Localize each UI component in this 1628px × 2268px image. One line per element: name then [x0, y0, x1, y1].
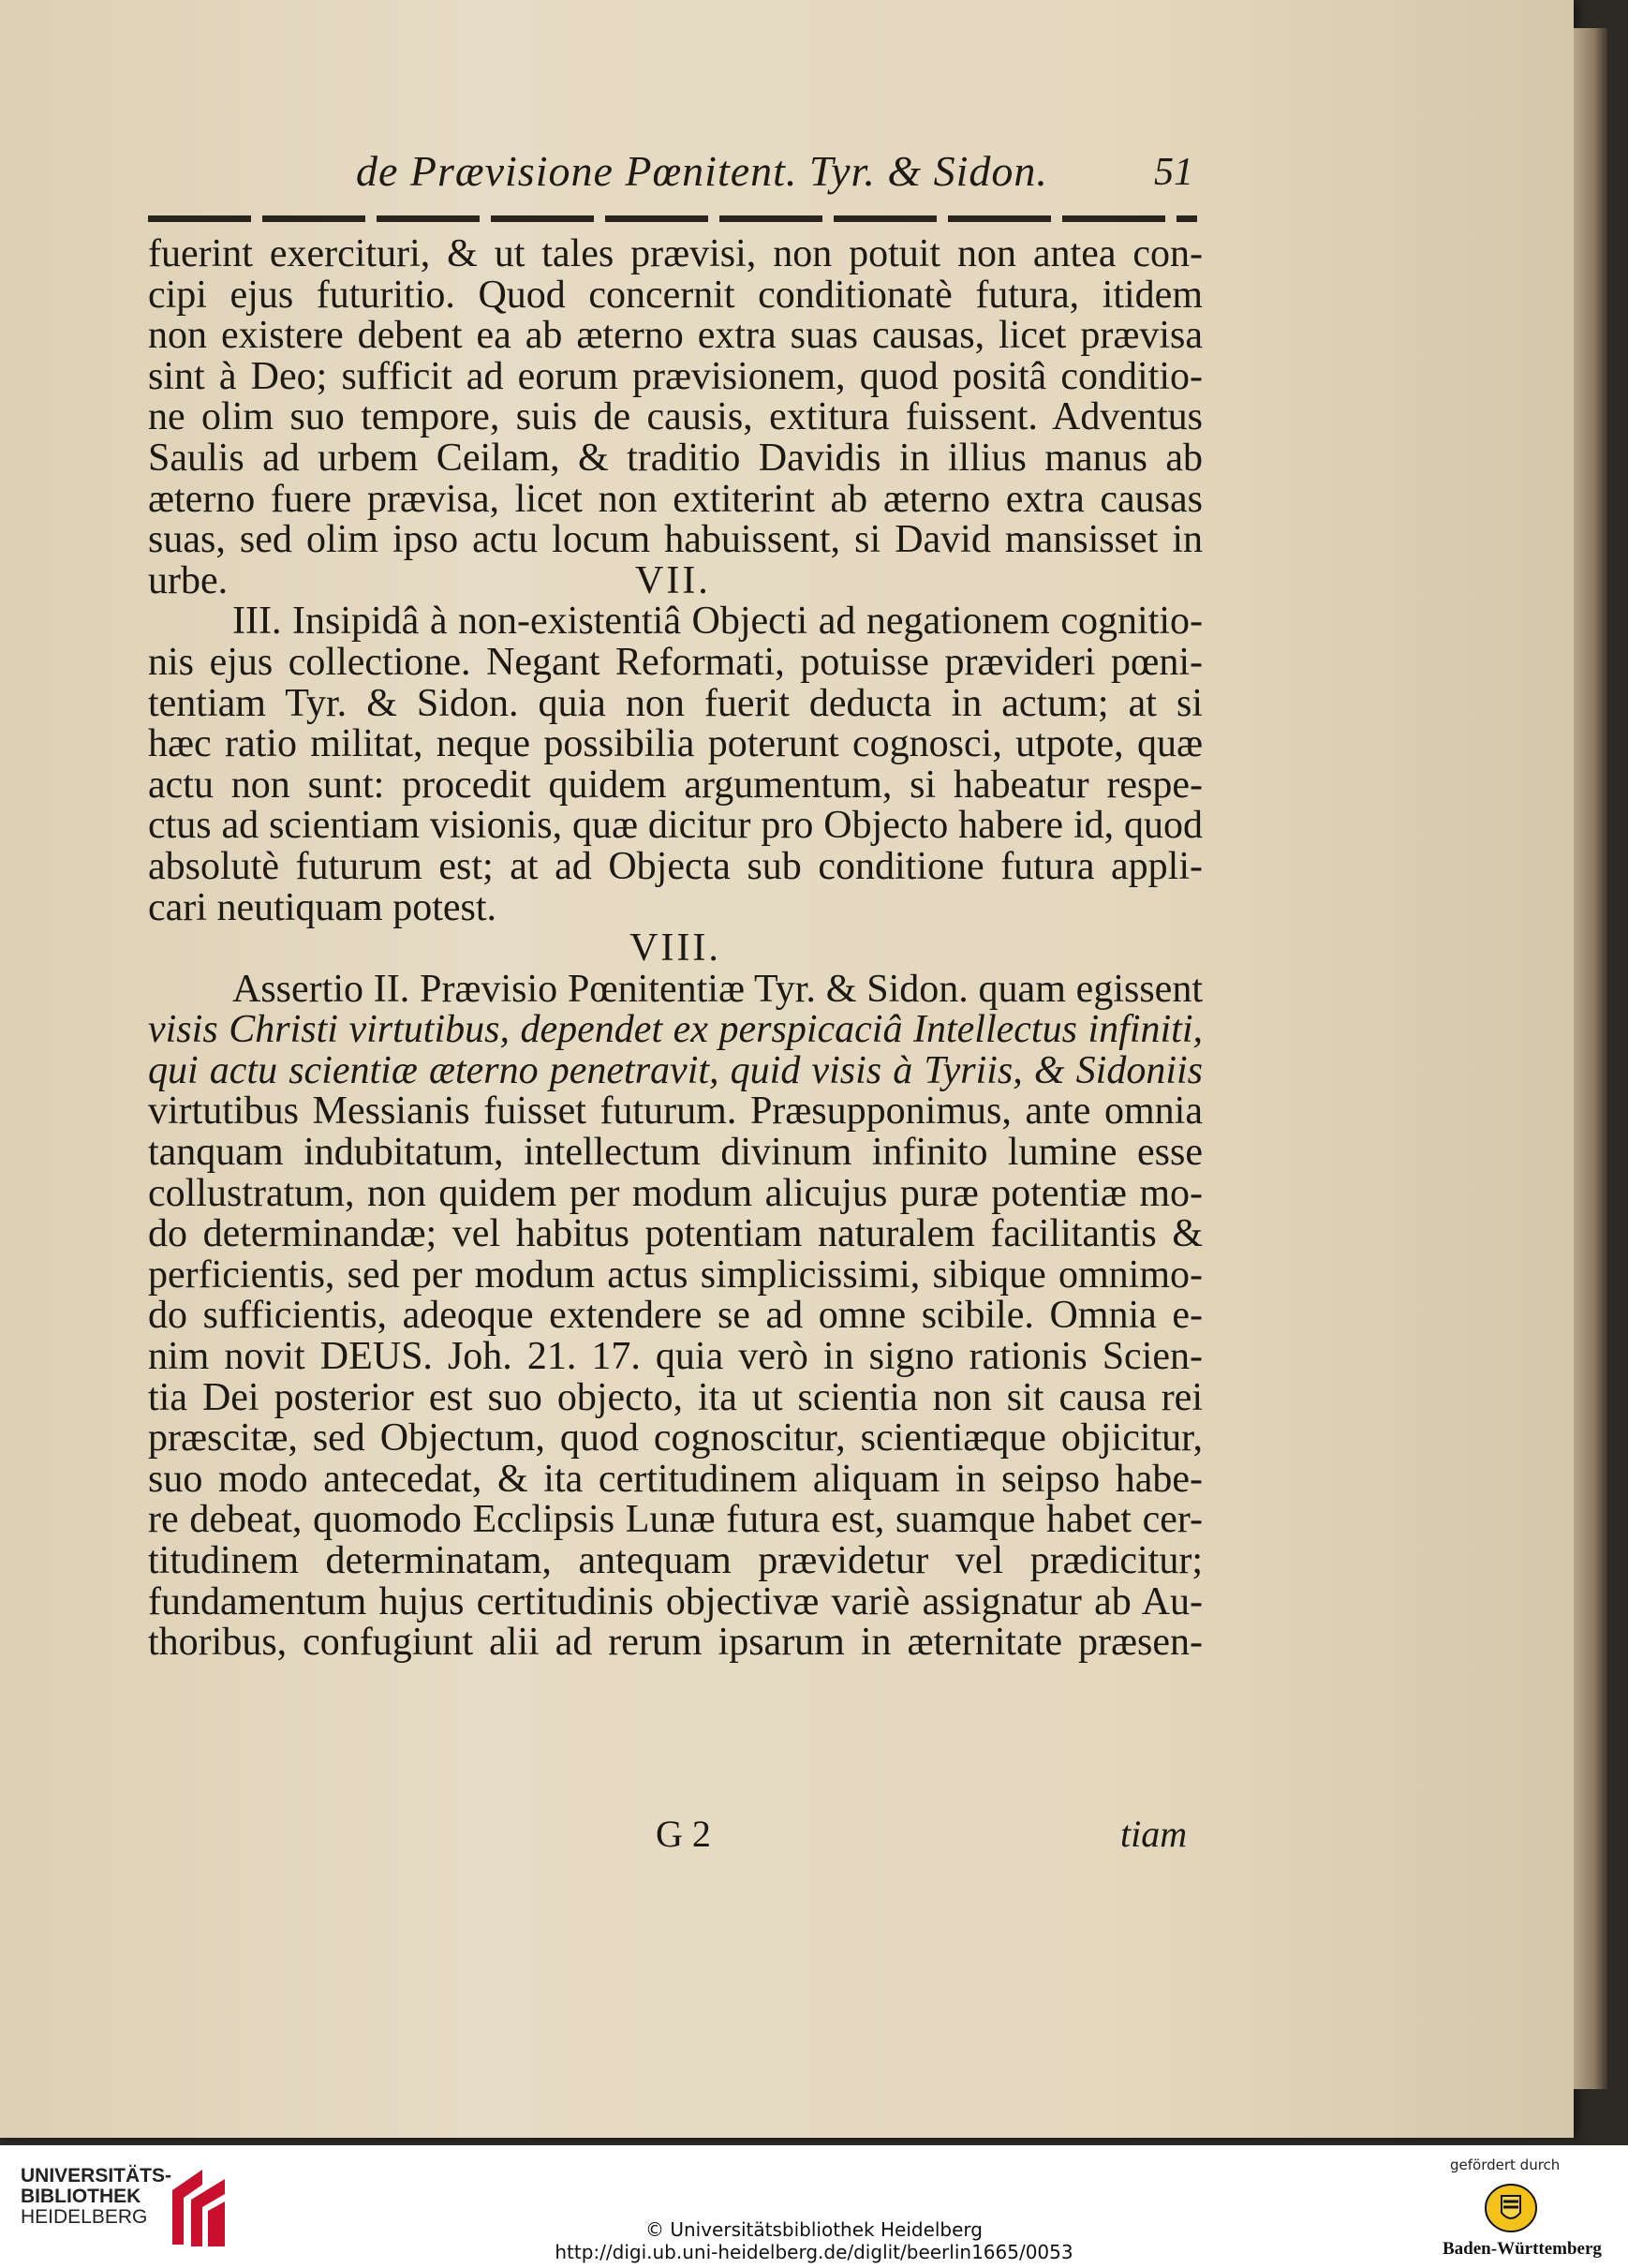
catchword: tiam	[1120, 1813, 1188, 1855]
text-line: do sufficientis, adeoque extendere se ad omne scibile. Omnia e-	[148, 1294, 1203, 1338]
text-line: nim novit DEUS. Joh. 21. 17. quia verò in signo rationis Scien-	[148, 1335, 1203, 1379]
text-line: tentiam Tyr. & Sidon. quia non fuerit deducta in actum; at si	[148, 681, 1203, 725]
sponsor-name: Baden-Württemberg	[1443, 2239, 1602, 2259]
crest-icon[interactable]	[1484, 2181, 1538, 2235]
text-line: nis ejus collectione. Negant Reformati, potuisse prævideri pœni-	[148, 640, 1203, 684]
copyright-notice	[0, 2218, 1628, 2263]
running-title: de Prævisione Pœnitent. Tyr. & Sidon.	[356, 147, 1048, 195]
text-line: III. Insipidâ à non-existentiâ Objecti ad negationem cognitio-	[232, 600, 1203, 644]
text-line: ctus ad scientiam visionis, quæ dicitur pro Objecto habere id, quod	[148, 804, 1203, 848]
text-line: do determinandæ; vel habitus potentiam naturalem facilitantis &	[148, 1212, 1203, 1256]
text-line: perficientis, sed per modum actus simplicissimi, sibique omnimo-	[148, 1253, 1203, 1297]
section-heading-viii: VIII.	[629, 926, 721, 971]
permalink[interactable]: http://digi.ub.uni-heidelberg.de/diglit/beerlin1665/0053	[555, 2241, 1073, 2263]
page-edge	[1574, 28, 1607, 2089]
text-line: fundamentum hujus certitudinis objectivæ variè assignatur ab Au-	[148, 1579, 1203, 1623]
library-name-line: HEIDELBERG	[21, 2206, 148, 2228]
text-line: tanquam indubitatum, intellectum divinum infinito lumine esse	[148, 1131, 1203, 1175]
page-number: 51	[1154, 151, 1193, 194]
text-line: fuerint exercituri, & ut tales prævisi, non potuit non antea con-	[148, 232, 1203, 275]
text-line: urbe.	[148, 558, 229, 602]
library-name-line: BIBLIOTHEK	[21, 2186, 141, 2207]
text-line: ne olim suo tempore, suis de causis, extitura fuissent. Adventus	[148, 395, 1203, 439]
text-line: thoribus, confugiunt alii ad rerum ipsarum in æternitate præsen-	[148, 1621, 1203, 1665]
text-line: tia Dei posterior est suo objecto, ita ut scientia non sit causa rei	[148, 1375, 1203, 1419]
text-line: visis Christi virtutibus, dependet ex perspicaciâ Intellectus infiniti,	[148, 1008, 1203, 1052]
footer-bar	[0, 2145, 1628, 2268]
text-line: suo modo antecedat, & ita certitudinem aliquam in seipso habe-	[148, 1457, 1203, 1501]
signature-mark: G 2	[656, 1813, 711, 1855]
text-line-with-heading	[148, 558, 1203, 602]
text-line: cari neutiquam potest.	[148, 885, 497, 929]
copyright-text: © Universitätsbibliothek Heidelberg	[644, 2218, 983, 2241]
text-line: re debeat, quomodo Ecclipsis Lunæ futura est, suamque habet cer-	[148, 1498, 1203, 1542]
text-line: absolutè futurum est; at ad Objecta sub conditione futura appli-	[148, 844, 1203, 888]
text-line: suas, sed olim ipso actu locum habuissent, si David mansisset in	[148, 518, 1203, 562]
text-line: collustratum, non quidem per modum alicujus puræ potentiæ mo-	[148, 1171, 1203, 1215]
text-line: actu non sunt: procedit quidem argumentum, si habeatur respe-	[148, 763, 1203, 807]
text-line: Saulis ad urbem Ceilam, & traditio Davidis in illius manus ab	[148, 436, 1203, 480]
library-name-line: UNIVERSITÄTS-	[21, 2165, 172, 2186]
text-line: non existere debent ea ab æterno extra suas causas, licet prævisa	[148, 314, 1203, 358]
sponsor-label: gefördert durch	[1450, 2157, 1561, 2173]
text-line: sint à Deo; sufficit ad eorum prævisionem, quod positâ conditio-	[148, 354, 1203, 398]
text-line: æterno fuere prævisa, licet non extiterint ab æterno extra causas	[148, 477, 1203, 521]
body-text	[148, 234, 1203, 1664]
text-line: virtutibus Messianis fuisset futurum. Præsupponimus, ante omnia	[148, 1090, 1203, 1134]
text-line: titudinem determinatam, antequam prævidetur vel prædicitur;	[148, 1539, 1203, 1582]
section-heading-vii: VII.	[635, 558, 711, 602]
text-line: cipi ejus futuritio. Quod concernit conditionatè futura, itidem	[148, 273, 1203, 317]
text-line: hæc ratio militat, neque possibilia poterunt cognosci, utpote, quæ	[148, 722, 1203, 766]
header-rule	[148, 215, 1197, 222]
text-line: Assertio II. Prævisio Pœnitentiæ Tyr. & Sidon. quam egissent	[232, 967, 1203, 1011]
text-line: præscitæ, sed Objectum, quod cognoscitur, scientiæque objicitur,	[148, 1416, 1203, 1460]
text-line: qui actu scientiæ æterno penetravit, quid visis à Tyriis, & Sidoniis	[148, 1048, 1203, 1092]
